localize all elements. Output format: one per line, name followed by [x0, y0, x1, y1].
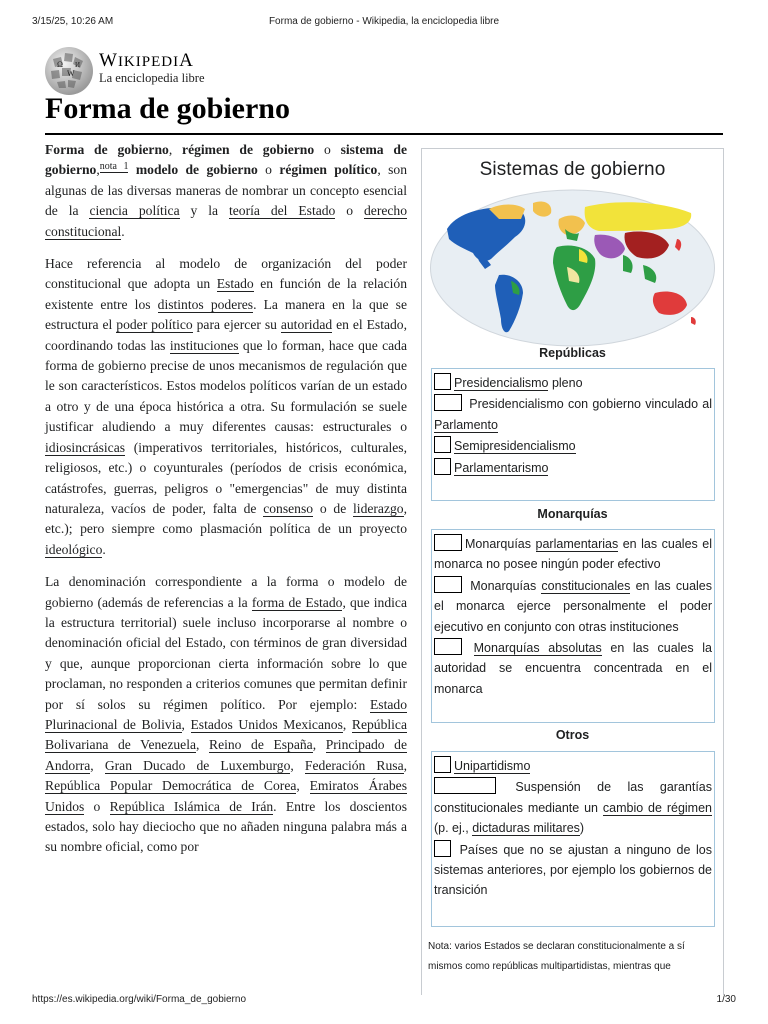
bold-term: sistema de gobierno [45, 142, 407, 178]
link-ideologico[interactable]: ideológico [45, 541, 103, 557]
print-footer [32, 994, 736, 1010]
link-constitucionales[interactable]: constitucionales [541, 578, 631, 593]
legend-swatch [434, 840, 451, 857]
link-emiratos[interactable]: Emiratos Árabes Unidos [45, 778, 408, 814]
footnote-link[interactable]: nota 1 [99, 160, 129, 172]
infobox [421, 148, 724, 995]
section-heading-republicas: Repúblicas [539, 346, 606, 360]
link-bolivia[interactable]: Estado Plurinacional de Bolivia [45, 696, 407, 732]
link-parlamento[interactable]: Parlamento [434, 417, 498, 432]
link-luxemburgo[interactable]: Gran Ducado de Luxemburgo [104, 757, 291, 773]
infobox-note: Nota: varios Estados se declaran constitucionalmente a sí mismos como repúblicas multipartidistas, mientras que [428, 941, 685, 972]
bold-term: modelo de gobierno [135, 162, 258, 178]
print-datetime: 3/15/25, 10:26 AM [32, 16, 114, 27]
link-consenso[interactable]: consenso [263, 500, 314, 516]
legend-item [434, 756, 712, 777]
legend-swatch [434, 458, 451, 475]
legend-item: Presidencialismo pleno [434, 373, 712, 394]
wikipedia-globe-logo[interactable] [43, 45, 95, 97]
legend-item: Monarquías constitucionales en las cuales el monarca ejerce personalmente el poder ejecutivo en conjunto con otras instituciones [434, 576, 712, 638]
bold-term: régimen político [279, 162, 378, 178]
wikipedia-wordmark[interactable] [99, 50, 205, 86]
section-heading-monarquias: Monarquías [537, 507, 608, 521]
print-page-count: 1/30 [716, 994, 736, 1005]
legend-item: Suspensión de las garantías constitucionales mediante un cambio de régimen (p. ej., dictaduras militares) [434, 777, 712, 839]
world-map-image[interactable] [429, 189, 716, 347]
legend-item [434, 436, 712, 457]
svg-text:W: W [67, 69, 75, 78]
legend-monarquias [431, 529, 715, 723]
legend-item: Monarquías parlamentarias en las cuales el monarca no posee ningún poder efectivo [434, 534, 712, 576]
legend-item: Presidencialismo con gobierno vinculado al Parlamento [434, 394, 712, 436]
paragraph-denomination: La denominación correspondiente a la forma o modelo de gobierno (además de referencias a la forma de Estado, que indica la estructura territorial) suele incluso incorporarse al nombre o denominación oficial del Estado, con términos de gran diversidad y que, aunque proporcionan cierta información sobre lo que proclaman, no responden a criterios comunes que permitan definir por sí solos su régimen político. Por ejemplo: Estado Plurinacional de Bolivia, Estados Unidos Mexicanos, República Bolivariana de Venezuela, Reino de España, Principado de Andorra, Gran Ducado de Luxemburgo, Federación Rusa, República Popular Democrática de Corea, Emiratos Árabes Unidos o República Islámica de Irán. Entre los doscientos estados, solo hay dieciocho que no añaden ninguna palabra más a su nombre oficial, como por [45, 574, 408, 855]
paragraph-definition: Hace referencia al modelo de organización del poder constitucional que adopta un Estado en función de la relación existente entre los distintos poderes. La manera en la que se estructura el poder político para ejercer su autoridad en el Estado, coordinando todas las instituciones que lo forman, hace que cada forma de gobierno precise de unos mecanismos de regulación que le son característicos. Estos modelos políticos varían de un estado a otro y de una época histórica a otra. Su formulación se suele justificar aludiendo a muy diferentes causas: estructurales o idiosincrásicas (imperativos territoriales, históricos, culturales, religiosos, etc.) o coyunturales (períodos de crisis económica, catástrofes, guerras, peligros o "emergencias" de muy distinta naturaleza, vacíos de poder, falta de consenso o de liderazgo, etc.); pero siempre como plasmación política de un proyecto ideológico. [45, 256, 408, 557]
link-dictaduras-militares[interactable]: dictaduras militares [472, 821, 580, 836]
legend-swatch [434, 394, 462, 411]
article-body [45, 140, 407, 870]
bold-term: Forma de gobierno [45, 142, 169, 157]
link-distintos-poderes[interactable]: distintos poderes [157, 296, 254, 312]
legend-swatch [434, 638, 462, 655]
link-andorra[interactable]: Principado de Andorra [45, 737, 408, 773]
legend-swatch [434, 436, 451, 453]
section-heading-otros: Otros [555, 728, 590, 742]
link-estado[interactable]: Estado [216, 276, 254, 292]
legend-swatch [434, 756, 451, 773]
print-tab-title: Forma de gobierno - Wikipedia, la enciclopedia libre [268, 16, 500, 27]
footnote-ref [100, 161, 129, 173]
legend-republicas [431, 368, 715, 501]
legend-swatch [434, 373, 451, 390]
bold-term: régimen de gobierno [182, 142, 315, 157]
link-presidencialismo[interactable]: Presidencialismo [454, 376, 549, 390]
link-teoria-del-estado[interactable]: teoría del Estado [228, 203, 336, 219]
link-corea-del-norte[interactable]: República Popular Democrática de Corea [45, 778, 297, 794]
legend-item: Países que no se ajustan a ninguno de los sistemas anteriores, por ejemplo los gobiernos de transición [434, 840, 712, 902]
legend-swatch [434, 534, 462, 551]
print-url[interactable]: https://es.wikipedia.org/wiki/Forma_de_gobierno [32, 994, 246, 1005]
link-parlamentarias[interactable]: parlamentarias [535, 537, 619, 551]
legend-item [434, 458, 712, 479]
link-ciencia-politica[interactable]: ciencia política [89, 203, 180, 219]
link-mexico[interactable]: Estados Unidos Mexicanos [190, 716, 343, 732]
link-semipresidencialismo[interactable]: Semipresidencialismo [454, 439, 576, 454]
link-espana[interactable]: Reino de España [209, 737, 313, 753]
link-idiosincrasicas[interactable]: idiosincrásicas [45, 439, 126, 455]
link-poder-politico[interactable]: poder político [116, 317, 193, 333]
legend-item: Monarquías absolutas en las cuales la autoridad se encuentra concentrada en el monarca [434, 638, 712, 700]
link-liderazgo[interactable]: liderazgo [353, 500, 404, 516]
link-rusia[interactable]: Federación Rusa [304, 757, 404, 773]
site-name: WIKIPEDIA [99, 50, 194, 71]
svg-text:Ω: Ω [57, 60, 63, 69]
legend-swatch [434, 777, 496, 794]
print-header [32, 16, 736, 32]
link-autoridad[interactable]: autoridad [280, 317, 333, 333]
link-cambio-de-regimen[interactable]: cambio de régimen [602, 800, 712, 815]
legend-otros [431, 751, 715, 927]
title-divider [45, 133, 723, 135]
site-tagline: La enciclopedia libre [99, 71, 205, 85]
legend-swatch [434, 576, 462, 593]
link-unipartidismo[interactable]: Unipartidismo [454, 759, 531, 773]
link-venezuela[interactable]: República Bolivariana de Venezuela [45, 716, 407, 753]
paragraph-intro: Forma de gobierno, régimen de gobierno o sistema de gobierno,$^{nota 1}$ modelo de gobierno o régimen político, son algunas de las diversas maneras de nombrar un concepto esencial de la ciencia política y la teoría del Estado o derecho constitucional. [45, 142, 408, 239]
infobox-title: Sistemas de gobierno [479, 159, 666, 180]
link-derecho-constitucional[interactable]: derecho constitucional [45, 203, 408, 239]
svg-text:И: И [75, 61, 81, 69]
link-iran[interactable]: República Islámica de Irán [109, 798, 274, 814]
link-monarquias-absolutas[interactable]: Monarquías absolutas [473, 641, 602, 656]
link-instituciones[interactable]: instituciones [169, 337, 239, 353]
link-forma-de-estado[interactable]: forma de Estado [251, 594, 343, 610]
link-parlamentarismo[interactable]: Parlamentarismo [454, 460, 549, 475]
page-title: Forma de gobierno [45, 92, 290, 125]
